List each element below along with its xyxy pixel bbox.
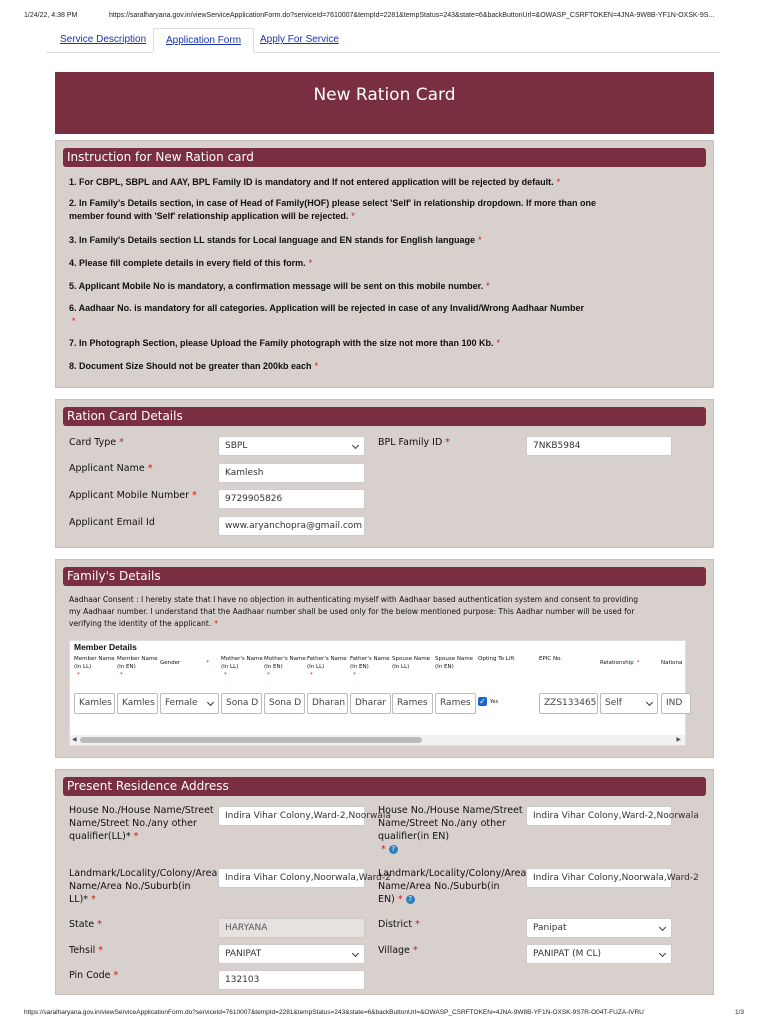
landmark-ll-input[interactable]: Indira Vihar Colony,Noorwala,Ward-2 bbox=[218, 868, 365, 888]
column-header: Father's Name (In EN) * bbox=[350, 656, 390, 678]
instructions-section bbox=[55, 140, 714, 388]
applicant-email-input[interactable]: www.aryanchopra@gmail.com bbox=[218, 516, 365, 536]
column-header: Spouse Name (In LL) bbox=[392, 656, 431, 670]
ration-card-section bbox=[55, 399, 714, 548]
scroll-right-icon[interactable]: ▶ bbox=[676, 736, 681, 743]
landmark-en-input[interactable]: Indira Vihar Colony,Noorwala,Ward-2 bbox=[526, 868, 672, 888]
instruction-item: 8. Document Size Should not be greater than 200kb each * bbox=[69, 361, 319, 371]
tab-bar bbox=[46, 28, 720, 53]
column-header: Father's Name (In LL) * bbox=[307, 656, 347, 678]
print-url: https://saralharyana.gov.in/viewServiceApplicationForm.do?serviceId=7610007&tempId=2281&tempStatus=243&state=6&backButtonUrl=&OWASP_CSRFTOKEN=4JNA-9W8B-YF1N-OXSK-9S... bbox=[109, 12, 715, 19]
village-label: Village * bbox=[378, 945, 418, 956]
help-icon[interactable]: ? bbox=[406, 895, 415, 904]
column-header: Mother's Name (In LL) * bbox=[221, 656, 263, 678]
instruction-item: 2. In Family's Details section, in case of Head of Family(HOF) please select 'Self' in relationship dropdown. If more than one member found with 'Self' relationship application will be rejected. * bbox=[69, 198, 597, 221]
aadhaar-consent-text: Aadhaar Consent : I hereby state that I have no objection in authenticating myself with Aadhaar based authentication system and consent to providing my Aadhaar number. I understand that the Aadhaar number shall be used only for the below mentioned purpose: This Aadhar number will be used for verifying the identity of the applicant. * bbox=[69, 595, 639, 628]
bpl-family-id-input[interactable]: 7NKB5984 bbox=[526, 436, 672, 456]
tab-application-form[interactable]: Application Form bbox=[153, 28, 254, 53]
column-header: Opting To Lift bbox=[478, 656, 515, 662]
instruction-item: 4. Please fill complete details in every field of this form. * bbox=[69, 258, 313, 268]
print-date: 1/24/22, 4:38 PM bbox=[24, 12, 78, 19]
column-header: Spouse Name (In EN) bbox=[435, 656, 474, 670]
tehsil-label: Tehsil * bbox=[69, 945, 104, 956]
member-name-en-input[interactable]: Kamles bbox=[117, 693, 158, 714]
member-details-title: Member Details bbox=[74, 642, 137, 652]
column-header: Member Name (In EN) * bbox=[117, 656, 158, 678]
family-details-title: Family's Details bbox=[63, 567, 706, 586]
mother-name-ll-input[interactable]: Sona D bbox=[221, 693, 262, 714]
father-name-en-input[interactable]: Dharar bbox=[350, 693, 391, 714]
tab-apply-for-service[interactable]: Apply For Service bbox=[260, 34, 339, 45]
landmark-ll-label: Landmark/Locality/Colony/Area Name/Area No./Suburb(in LL)* * bbox=[69, 868, 218, 905]
gender-select[interactable]: Female bbox=[160, 693, 219, 714]
member-details-table bbox=[69, 640, 686, 746]
father-name-ll-input[interactable]: Dharan bbox=[307, 693, 348, 714]
village-select[interactable]: PANIPAT (M CL) bbox=[526, 944, 672, 964]
district-label: District * bbox=[378, 919, 420, 930]
house-ll-input[interactable]: Indira Vihar Colony,Ward-2,Noorwala bbox=[218, 806, 365, 826]
bpl-family-id-label: BPL Family ID * bbox=[378, 437, 451, 448]
house-ll-label: House No./House Name/Street Name/Street No./any other qualifier(LL)* * bbox=[69, 805, 214, 842]
mother-name-en-input[interactable]: Sona D bbox=[264, 693, 305, 714]
opting-to-lift-checkbox[interactable]: ✓ bbox=[479, 697, 486, 706]
instruction-item: 6. Aadhaar No. is mandatory for all categories. Application will be rejected in case of any Invalid/Wrong Aadhaar Number * bbox=[69, 303, 584, 326]
address-section bbox=[55, 769, 714, 995]
applicant-mobile-label: Applicant Mobile Number * bbox=[69, 490, 197, 501]
card-type-label: Card Type * bbox=[69, 437, 124, 448]
column-header: Nationa bbox=[661, 660, 683, 666]
print-header bbox=[0, 0, 768, 30]
family-details-section bbox=[55, 559, 714, 758]
instruction-item: 7. In Photograph Section, please Upload the Family photograph with the size not more than 100 Kb. * bbox=[69, 338, 501, 348]
applicant-name-label: Applicant Name * bbox=[69, 463, 153, 474]
pin-code-input[interactable]: 132103 bbox=[218, 970, 365, 990]
instructions-title: Instruction for New Ration card bbox=[63, 148, 706, 167]
tehsil-select[interactable]: PANIPAT bbox=[218, 944, 365, 964]
house-en-label: House No./House Name/Street Name/Street No./any other qualifier(in EN) * ? bbox=[378, 805, 523, 855]
column-header: Mother's Name (In EN) * bbox=[264, 656, 306, 678]
applicant-mobile-input[interactable]: 9729905826 bbox=[218, 489, 365, 509]
state-input: HARYANA bbox=[218, 918, 365, 938]
opting-to-lift-label: Yes bbox=[490, 699, 499, 705]
instruction-item: 3. In Family's Details section LL stands for Local language and EN stands for English language * bbox=[69, 235, 482, 245]
column-header: Member Name (In LL) * bbox=[74, 656, 115, 678]
column-header: Gender * bbox=[160, 660, 210, 666]
member-name-ll-input[interactable]: Kamles bbox=[74, 693, 115, 714]
page-number: 1/3 bbox=[734, 1009, 744, 1016]
spouse-name-ll-input[interactable]: Rames bbox=[392, 693, 433, 714]
column-header: Relationship * bbox=[600, 660, 640, 666]
ration-card-title: Ration Card Details bbox=[63, 407, 706, 426]
district-select[interactable]: Panipat bbox=[526, 918, 672, 938]
scroll-left-icon[interactable]: ◀ bbox=[72, 736, 77, 743]
applicant-email-label: Applicant Email Id bbox=[69, 517, 155, 528]
epic-no-input[interactable]: ZZS133465 bbox=[539, 693, 598, 714]
state-label: State * bbox=[69, 919, 102, 930]
applicant-name-input[interactable]: Kamlesh bbox=[218, 463, 365, 483]
print-footer-url: https://saralharyana.gov.in/viewServiceApplicationForm.do?serviceId=7610007&tempId=2281&tempStatus=243&state=6&backButtonUrl=&OWASP_CSRFTOKEN=4JNA-9W8B-YF1N-OXSK-9S7R-O04T-FUZA-IVRU bbox=[24, 1009, 644, 1016]
house-en-input[interactable]: Indira Vihar Colony,Ward-2,Noorwala bbox=[526, 806, 672, 826]
instruction-item: 1. For CBPL, SBPL and AAY, BPL Family ID is mandatory and If not entered application will be rejected by default. * bbox=[69, 177, 561, 187]
scrollbar-thumb[interactable] bbox=[80, 737, 422, 743]
pin-code-label: Pin Code * bbox=[69, 970, 119, 981]
horizontal-scrollbar[interactable] bbox=[70, 735, 685, 745]
nationality-input[interactable]: IND bbox=[661, 693, 691, 714]
help-icon[interactable]: ? bbox=[389, 845, 398, 854]
card-type-select[interactable]: SBPL bbox=[218, 436, 365, 456]
column-header: EPIC No. bbox=[539, 656, 563, 662]
instruction-item: 5. Applicant Mobile No is mandatory, a confirmation message will be sent on this mobile number. * bbox=[69, 281, 490, 291]
address-title: Present Residence Address bbox=[63, 777, 706, 796]
landmark-en-label: Landmark/Locality/Colony/Area Name/Area No./Suburb(in EN) * ? bbox=[378, 868, 527, 905]
print-footer bbox=[24, 1009, 744, 1016]
spouse-name-en-input[interactable]: Rames bbox=[435, 693, 476, 714]
tab-service-description[interactable]: Service Description bbox=[60, 34, 147, 45]
page-title: New Ration Card bbox=[55, 72, 714, 134]
relationship-select[interactable]: Self bbox=[600, 693, 658, 714]
